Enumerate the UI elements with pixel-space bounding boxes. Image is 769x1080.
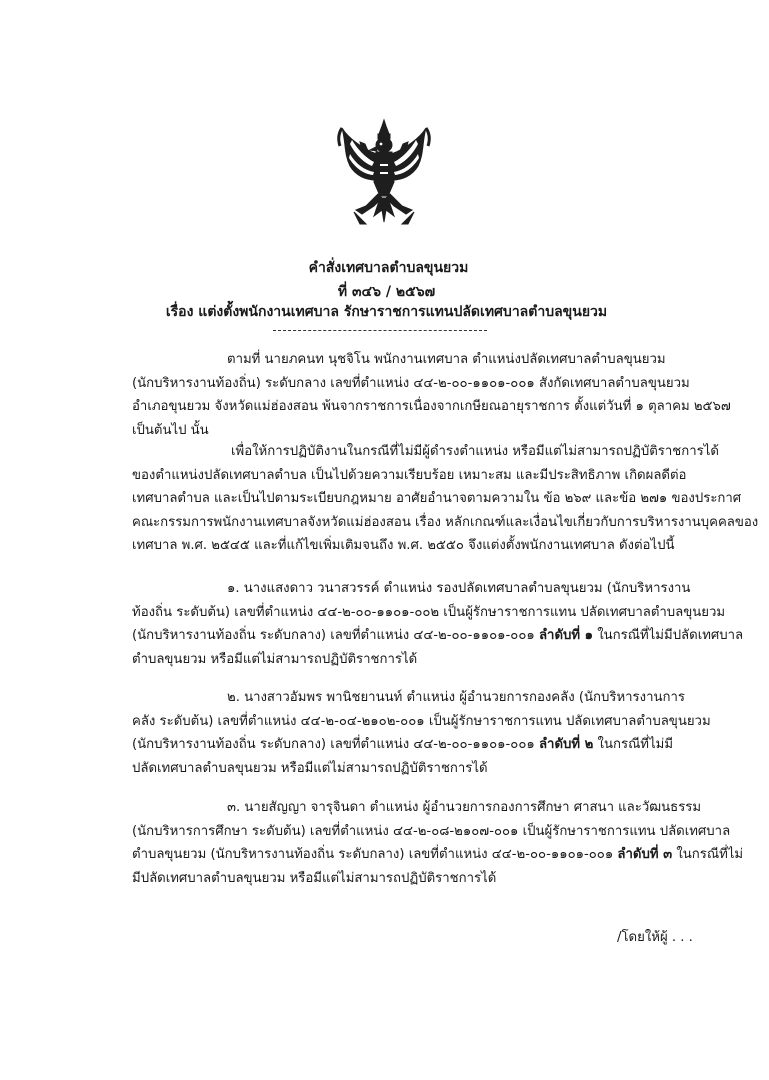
appointment-item-3 bbox=[132, 796, 744, 890]
item-line bbox=[132, 624, 744, 648]
item-text: ในกรณีที่ไม่มีปลัดเทศบาล bbox=[593, 628, 744, 644]
paragraph-line: ของตำแหน่งปลัดเทศบาลตำบล เป็นไปด้วยความเรียบร้อย เหมาะสม และมีประสิทธิภาพ เกิดผลดีต่อ bbox=[132, 467, 687, 483]
order-subject: เรื่อง แต่งตั้งพนักงานเทศบาล รักษาราชการแทนปลัดเทศบาลตำบลขุนยวม bbox=[165, 304, 608, 320]
item-line bbox=[132, 733, 695, 757]
paragraph-line: เทศบาล พ.ศ. ๒๕๔๕ และที่แก้ไขเพิ่มเติมจนถึง พ.ศ. ๒๕๕๐ จึงแต่งตั้งพนักงานเทศบาล ดังต่อไปนี้ bbox=[132, 538, 675, 554]
item-text: ในกรณีที่ไม่มี bbox=[593, 737, 674, 753]
paragraph-line: เป็นต้นไป นั้น bbox=[132, 422, 209, 438]
item-line bbox=[132, 843, 744, 867]
item-text: ในกรณีที่ไม่ bbox=[672, 847, 744, 863]
order-title: คำสั่งเทศบาลตำบลขุนยวม bbox=[308, 260, 469, 276]
item-text: (นักบริหารงานท้องถิ่น ระดับกลาง) เลขที่ตำแหน่ง ๔๔-๒-๐๐-๑๑๐๑-๐๐๑ bbox=[132, 628, 539, 644]
sequence-number: ลำดับที่ ๒ bbox=[538, 737, 594, 753]
item-line: ตำบลขุนยวม หรือมีแต่ไม่สามารถปฏิบัติราชการได้ bbox=[132, 651, 418, 667]
item-line: คลัง ระดับต้น) เลขที่ตำแหน่ง ๔๔-๒-๐๔-๒๑๐๒-๐๐๑ เป็นผู้รักษาราชการแทน ปลัดเทศบาลตำบลขุนยวม bbox=[132, 713, 711, 729]
paragraph-line: เพื่อให้การปฏิบัติงานในกรณีที่ไม่มีผู้ดำรงตำแหน่ง หรือมีแต่ไม่สามารถปฏิบัติราชการได้ bbox=[231, 444, 719, 459]
preamble-paragraph bbox=[132, 348, 731, 442]
item-line: มีปลัดเทศบาลตำบลขุนยวม หรือมีแต่ไม่สามารถปฏิบัติราชการได้ bbox=[132, 870, 497, 886]
paragraph-line: (นักบริหารงานท้องถิ่น) ระดับกลาง เลขที่ตำแหน่ง ๔๔-๒-๐๐-๑๑๐๑-๐๐๑ สังกัดเทศบาลตำบลขุนยวม bbox=[132, 375, 690, 391]
garuda-emblem-icon bbox=[336, 120, 432, 228]
item-line: ๓. นายสัญญา จารุจินดา ตำแหน่ง ผู้อำนวยการกองการศึกษา ศาสนา และวัฒนธรรม bbox=[227, 800, 702, 815]
order-number: ที่ ๓๔๖ / ๒๕๖๗ bbox=[337, 284, 436, 300]
item-line: ๑. นางแสงดาว วนาสวรรค์ ตำแหน่ง รองปลัดเทศบาลตำบลขุนยวม (นักบริหารงาน bbox=[227, 581, 691, 596]
authority-paragraph bbox=[132, 440, 759, 558]
item-text: (นักบริหารงานท้องถิ่น ระดับกลาง) เลขที่ตำแหน่ง ๔๔-๒-๐๐-๑๑๐๑-๐๐๑ bbox=[132, 737, 539, 753]
item-text: ตำบลขุนยวม (นักบริหารงานท้องถิ่น ระดับกลาง) เลขที่ตำแหน่ง ๔๔-๒-๐๐-๑๑๐๑-๐๐๑ bbox=[132, 847, 618, 863]
paragraph-line: ตามที่ นายภคนท นุชจิโน พนักงานเทศบาล ตำแหน่งปลัดเทศบาลตำบลขุนยวม bbox=[227, 352, 666, 367]
sequence-number: ลำดับที่ ๓ bbox=[617, 847, 673, 863]
item-line: ๒. นางสาวอัมพร พานิชยานนท์ ตำแหน่ง ผู้อำนวยการกองคลัง (นักบริหารงานการ bbox=[227, 690, 685, 705]
sequence-number: ลำดับที่ ๑ bbox=[538, 628, 594, 644]
item-line: ปลัดเทศบาลตำบลขุนยวม หรือมีแต่ไม่สามารถปฏิบัติราชการได้ bbox=[132, 760, 488, 776]
paragraph-line: อำเภอขุนยวม จังหวัดแม่ฮ่องสอน พ้นจากราชการเนื่องจากเกษียณอายุราชการ ตั้งแต่วันที่ ๑ ตุลาคม ๒๕๖๗ bbox=[132, 399, 731, 415]
dashed-divider bbox=[273, 330, 487, 331]
item-line: (นักบริหารการศึกษา ระดับต้น) เลขที่ตำแหน่ง ๔๔-๒-๐๘-๒๑๐๗-๐๐๑ เป็นผู้รักษาราชการแทน ปลัดเทศบาล bbox=[132, 823, 731, 839]
appointment-item-1 bbox=[132, 577, 744, 671]
paragraph-line: เทศบาลตำบล และเป็นไปตามระเบียบกฎหมาย อาศัยอำนาจตามความใน ข้อ ๒๖๙ และข้อ ๒๗๑ ของประกาศ bbox=[132, 491, 742, 507]
appointment-item-2 bbox=[132, 686, 711, 780]
paragraph-line: คณะกรรมการพนักงานเทศบาลจังหวัดแม่ฮ่องสอน เรื่อง หลักเกณฑ์และเงื่อนไขเกี่ยวกับการบริหารงานบุคคลของ bbox=[132, 514, 759, 530]
item-line: ท้องถิ่น ระดับต้น) เลขที่ตำแหน่ง ๔๔-๒-๐๐-๑๑๐๑-๐๐๒ เป็นผู้รักษาราชการแทน ปลัดเทศบาลตำบลขุนยวม bbox=[132, 604, 726, 620]
continuation-marker: /โดยให้ผู้ . . . bbox=[617, 930, 693, 945]
